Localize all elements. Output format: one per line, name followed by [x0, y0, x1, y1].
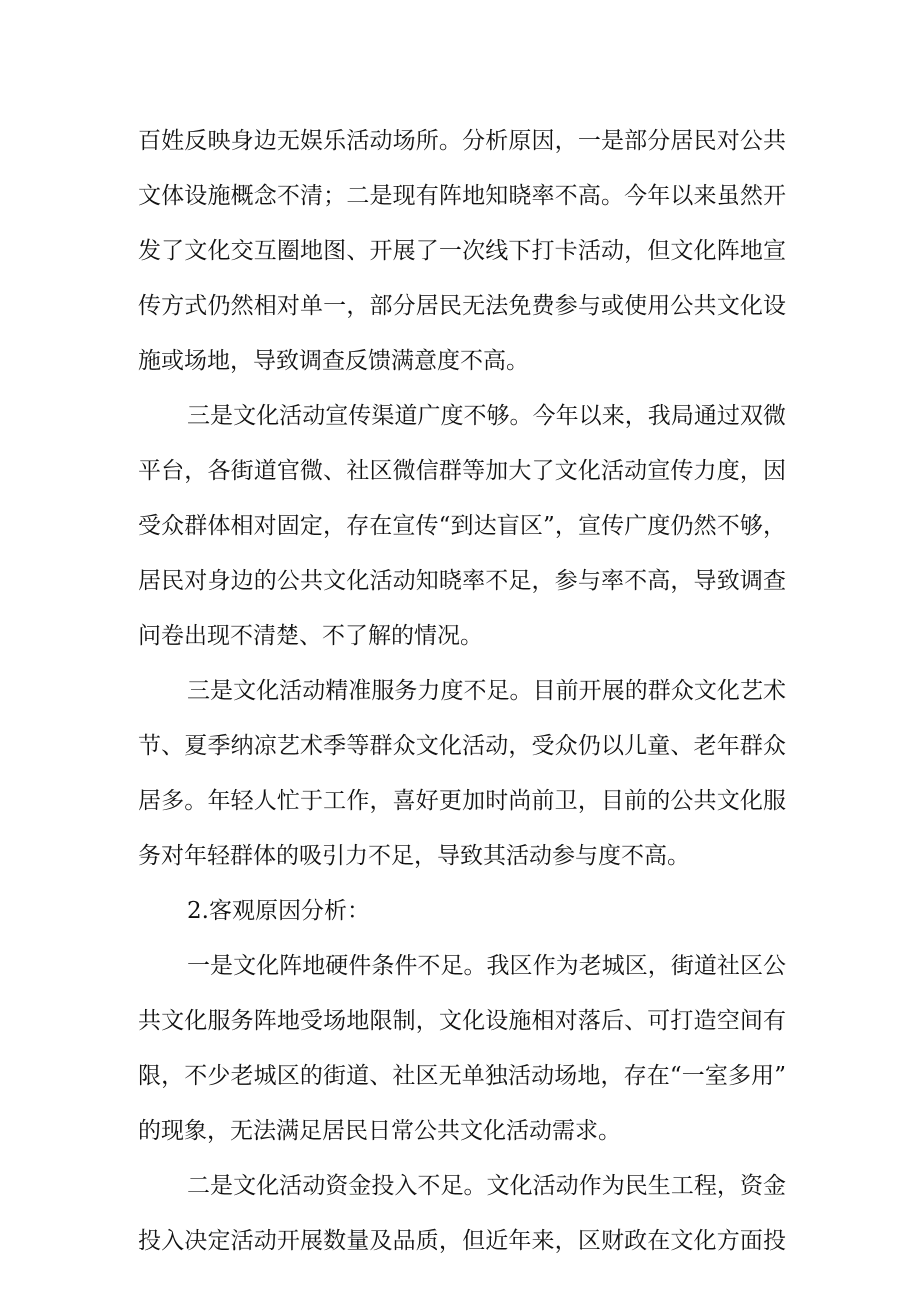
text-line: 居多。年轻人忙于工作，喜好更加时尚前卫，目前的公共文化服 [138, 788, 786, 814]
text-line: 节、夏季纳凉艺术季等群众文化活动，受众仍以儿童、老年群众 [138, 733, 786, 759]
section-heading: 2.客观原因分析： [187, 898, 370, 924]
text-line: 居民对身边的公共文化活动知晓率不足，参与率不高，导致调查 [138, 568, 786, 594]
text-line: 百姓反映身边无娱乐活动场所。分析原因，一是部分居民对公共 [138, 128, 786, 154]
text-line: 的现象，无法满足居民日常公共文化活动需求。 [138, 1118, 621, 1144]
text-line: 受众群体相对固定，存在宣传“到达盲区”，宣传广度仍然不够， [138, 513, 786, 539]
text-line: 二是文化活动资金投入不足。文化活动作为民生工程，资金 [187, 1173, 786, 1199]
text-line: 务对年轻群体的吸引力不足，导致其活动参与度不高。 [138, 843, 690, 869]
text-line: 共文化服务阵地受场地限制，文化设施相对落后、可打造空间有 [138, 1008, 786, 1034]
text-line: 施或场地，导致调查反馈满意度不高。 [138, 348, 529, 374]
text-line: 三是文化活动宣传渠道广度不够。今年以来，我局通过双微 [187, 403, 786, 429]
text-line: 问卷出现不清楚、不了解的情况。 [138, 623, 483, 649]
text-line: 发了文化交互圈地图、开展了一次线下打卡活动，但文化阵地宣 [138, 238, 786, 264]
text-line: 一是文化阵地硬件条件不足。我区作为老城区，街道社区公 [187, 953, 786, 979]
text-line: 限，不少老城区的街道、社区无单独活动场地，存在“一室多用” [138, 1063, 786, 1089]
text-line: 传方式仍然相对单一，部分居民无法免费参与或使用公共文化设 [138, 293, 786, 319]
text-line: 投入决定活动开展数量及品质，但近年来，区财政在文化方面投 [138, 1228, 786, 1254]
text-line: 三是文化活动精准服务力度不足。目前开展的群众文化艺术 [187, 678, 786, 704]
text-line: 平台，各街道官微、社区微信群等加大了文化活动宣传力度，因 [138, 458, 786, 484]
text-line: 文体设施概念不清；二是现有阵地知晓率不高。今年以来虽然开 [138, 183, 786, 209]
